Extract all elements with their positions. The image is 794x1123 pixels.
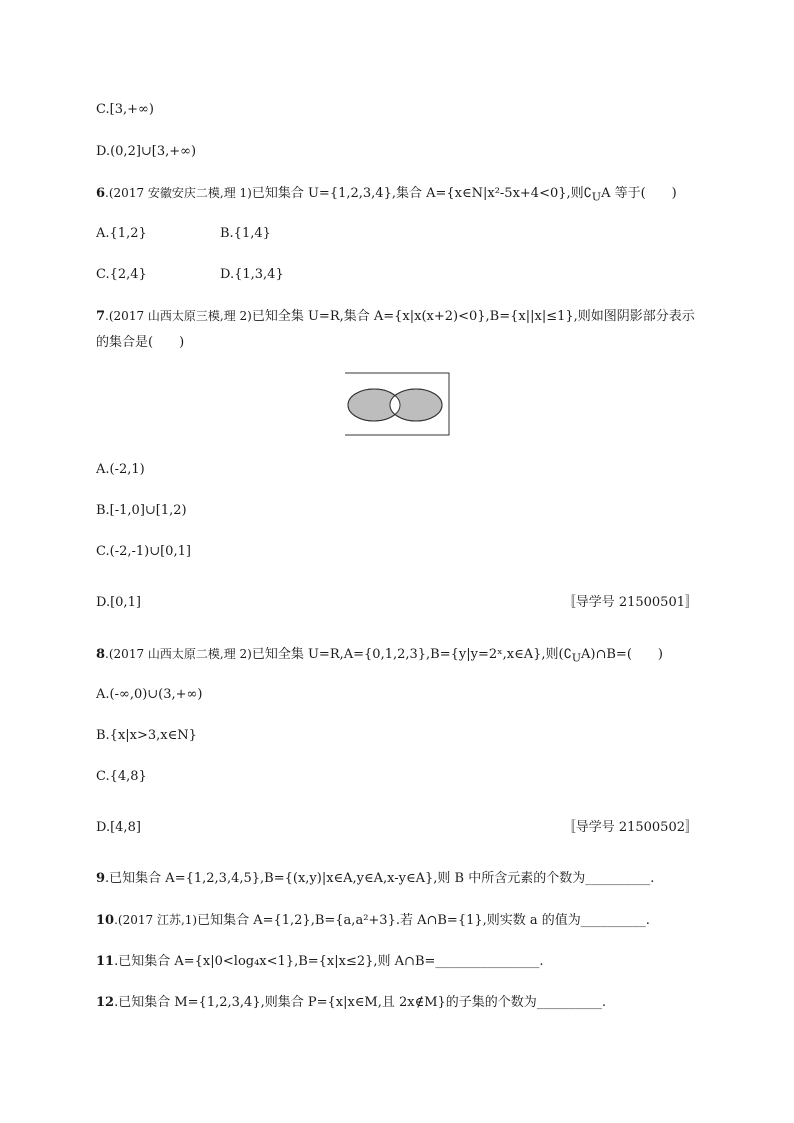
question-number: 10 bbox=[96, 913, 115, 928]
q7-reference-number: 〚导学号 21500501〛 bbox=[562, 595, 698, 610]
question-6 bbox=[96, 184, 677, 207]
question-source: .(2017 山西太原二模,理 2) bbox=[105, 647, 252, 661]
q6-option-d: D.{1,3,4} bbox=[220, 267, 284, 282]
q6-options-row2 bbox=[96, 266, 284, 284]
answer-blank[interactable]: __________ bbox=[585, 871, 651, 886]
q7-option-a: A.(-2,1) bbox=[96, 462, 145, 477]
end-period: . bbox=[650, 871, 655, 886]
q6-option-b: B.{1,4} bbox=[220, 226, 271, 241]
answer-blank[interactable]: ________________ bbox=[435, 954, 540, 969]
question-number: 8 bbox=[96, 647, 106, 662]
end-period: . bbox=[645, 913, 650, 928]
end-period: . bbox=[539, 954, 544, 969]
answer-blank[interactable]: __________ bbox=[580, 913, 646, 928]
question-number: 12 bbox=[96, 995, 115, 1010]
question-8 bbox=[96, 645, 663, 668]
question-source: .(2017 江苏,1) bbox=[114, 913, 198, 927]
question-stem: .已知集合 M={1,2,3,4},则集合 P={x|x∈M,且 2x∉M}的子集的个数为 bbox=[114, 995, 537, 1010]
question-9 bbox=[96, 870, 654, 888]
question-7-line2: 的集合是( ) bbox=[96, 335, 185, 350]
q8-option-d: D.[4,8] bbox=[96, 820, 141, 835]
q5-option-d: D.(0,2]∪[3,+∞) bbox=[96, 144, 197, 159]
subscript: U bbox=[571, 651, 582, 665]
question-11 bbox=[96, 953, 544, 971]
question-number: 11 bbox=[96, 954, 115, 969]
question-12 bbox=[96, 994, 606, 1012]
venn-diagram bbox=[344, 372, 450, 436]
q8-option-b: B.{x|x>3,x∈N} bbox=[96, 728, 197, 743]
question-source: .(2017 安徽安庆二模,理 1) bbox=[105, 186, 252, 200]
question-stem: 已知集合 A={1,2},B={a,a²+3}.若 A∩B={1},则实数 a 的值为 bbox=[197, 913, 581, 928]
question-stem-end: A)∩B=( ) bbox=[581, 647, 663, 662]
q8-reference-number: 〚导学号 21500502〛 bbox=[562, 820, 698, 835]
question-stem-end: A 等于( ) bbox=[601, 186, 677, 201]
q6-option-a: A.{1,2} bbox=[96, 226, 147, 241]
q8-option-c: C.{4,8} bbox=[96, 769, 147, 784]
q7-option-d: D.[0,1] bbox=[96, 595, 141, 610]
question-number: 7 bbox=[96, 309, 106, 324]
subscript: U bbox=[591, 190, 602, 204]
question-stem: 已知全集 U=R,A={0,1,2,3},B={y|y=2ˣ,x∈A},则(∁ bbox=[251, 647, 572, 662]
answer-blank[interactable]: __________ bbox=[536, 995, 602, 1010]
question-source: .(2017 山西太原三模,理 2) bbox=[105, 309, 252, 323]
question-10 bbox=[96, 911, 650, 930]
question-number: 6 bbox=[96, 186, 106, 201]
question-stem: .已知集合 A={1,2,3,4,5},B={(x,y)|x∈A,y∈A,x-y∈A},则 B 中所含元素的个数为 bbox=[105, 871, 586, 886]
q6-options-row1 bbox=[96, 225, 271, 243]
question-stem: .已知集合 A={x|0<log₄x<1},B={x|x≤2},则 A∩B= bbox=[114, 954, 436, 969]
q6-option-c: C.{2,4} bbox=[96, 267, 147, 282]
question-stem: 已知集合 U={1,2,3,4},集合 A={x∈N|x²-5x+4<0},则∁ bbox=[251, 186, 592, 201]
q7-option-b: B.[-1,0]∪[1,2) bbox=[96, 503, 187, 518]
question-7 bbox=[96, 307, 695, 326]
q8-option-a: A.(-∞,0)∪(3,+∞) bbox=[96, 687, 203, 702]
q5-option-c: C.[3,+∞) bbox=[96, 102, 154, 117]
question-stem: 已知全集 U=R,集合 A={x|x(x+2)<0},B={x||x|≤1},则如图阴影部分表示 bbox=[251, 309, 695, 324]
end-period: . bbox=[601, 995, 606, 1010]
question-number: 9 bbox=[96, 871, 106, 886]
q7-option-c: C.(-2,-1)∪[0,1] bbox=[96, 544, 191, 559]
